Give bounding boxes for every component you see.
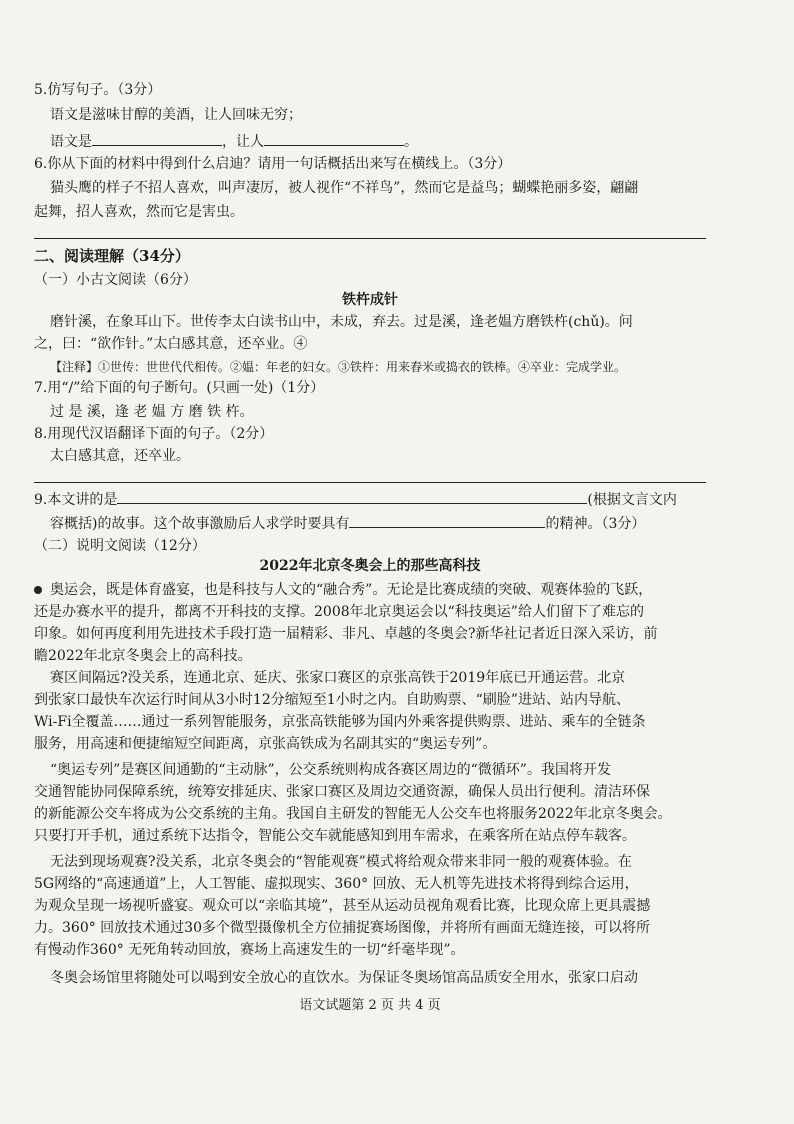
- q8-answer-line[interactable]: [34, 482, 706, 483]
- section2-part2: （二）说明文阅读（12分）: [34, 538, 206, 554]
- q9-part-a: 9.本文讲的是: [34, 492, 118, 508]
- article-p1-line-2: 还是办赛水平的提升，都离不开科技的支撑。2008年北京奥运会以“科技奥运”给人们留下了难忘的: [34, 604, 644, 620]
- q7-sentence: 过 是 溪，逢 老 媪 方 磨 铁 杵。: [50, 404, 254, 420]
- q8-sentence: 太白感其意，还卒业。: [50, 448, 190, 464]
- q6-title: 6.你从下面的材料中得到什么启迪？请用一句话概括出来写在横线上。（3分）: [34, 156, 512, 172]
- article-p4-line-2: 5G网络的“高速通道”上，人工智能、虚拟现实、360° 回放、无人机等先进技术将得到综合运用，: [34, 876, 639, 892]
- passage-line-2: 之，曰：“欲作针。”太白感其意，还卒业。④: [34, 336, 308, 352]
- section2-part1: （一）小古文阅读（6分）: [34, 272, 197, 288]
- article-p3-line-4: 只要打开手机，通过系统下达指令，智能公交车就能感知到用车需求，在乘客所在站点停车载客。: [34, 828, 636, 844]
- q6-material-2: 起舞，招人喜欢，然而它是害虫。: [34, 204, 244, 220]
- q9-line-1: [34, 488, 706, 510]
- margin-mark-icon: [34, 586, 42, 594]
- q5-example: 语文是滋味甘醇的美酒，让人回味无穷；: [50, 107, 302, 123]
- article-p1-line-3: 印象。如何再度利用先进技术手段打造一届精彩、非凡、卓越的冬奥会?新华社记者近日深入采访，前: [34, 626, 658, 642]
- q9-blank-1[interactable]: [117, 488, 587, 504]
- article-p3-line-2: 交通智能协同保障系统，统筹安排延庆、张家口赛区及周边交通资源，确保人员出行便利。清洁环保: [34, 784, 650, 800]
- q7-title: 7.用“/”给下面的句子断句。(只画一处)（1分）: [34, 380, 325, 396]
- article-p1-line-4: 瞻2022年北京冬奥会上的高科技。: [34, 648, 252, 664]
- q9-part-b: (根据文言文内: [587, 492, 677, 508]
- article-p3-line-1: “奥运专列”是赛区间通勤的“主动脉”，公交系统则构成各赛区周边的“微循环”。我国将开发: [50, 762, 611, 778]
- article-p2-line-1: 赛区间隔远?没关系，连通北京、延庆、张家口赛区的京张高铁于2019年底已开通运营。北京: [50, 670, 626, 686]
- q5-fill-a: 语文是: [50, 134, 92, 150]
- q5-blank-1[interactable]: [92, 130, 222, 146]
- q8-title: 8.用现代汉语翻译下面的句子。（2分）: [34, 426, 274, 442]
- page-footer: 语文试题第 2 页 共 4 页: [299, 998, 441, 1013]
- q9-part-c: 容概括)的故事。这个故事激励后人求学时要具有: [50, 516, 350, 532]
- article-p3-line-3: 的新能源公交车将成为公交系统的主角。我国自主研发的智能无人公交车也将服务2022年北京冬奥会。: [34, 806, 672, 822]
- q6-answer-line[interactable]: [34, 238, 706, 239]
- article-p4-line-1: 无法到现场观赛?没关系，北京冬奥会的“智能观赛”模式将给观众带来非同一般的观赛体验。在: [50, 854, 632, 870]
- article-p4-line-3: 为观众呈现一场视听盛宴。观众可以“亲临其境”，甚至从运动员视角观看比赛，比现众席上更具震撼: [34, 898, 651, 914]
- passage-note: 【注释】①世传：世世代代相传。②媪：年老的妇女。③铁杵：用来舂米或捣衣的铁棒。④卒业：完成学业。: [50, 360, 627, 374]
- passage-line-1: 磨针溪，在象耳山下。世传李太白读书山中，未成，弃去。过是溪，逢老媪方磨铁杵(chǔ)。问: [50, 314, 633, 330]
- q5-fill-b: ，让人: [222, 134, 264, 150]
- section2-title: 二、阅读理解（34分）: [34, 247, 190, 265]
- q5-title: 5.仿写句子。（3分）: [34, 82, 162, 98]
- article-p2-line-4: 服务，用高速和便捷缩短空间距离，京张高铁成为名副其实的“奥运专列”。: [34, 736, 497, 752]
- q5-fill-end: 。: [404, 134, 418, 150]
- q6-material-1: 猫头鹰的样子不招人喜欢，叫声凄厉，被人视作“不祥鸟”，然而它是益鸟；蝴蝶艳丽多姿，翩翩: [50, 180, 639, 196]
- q9-part-d: 的精神。（3分）: [545, 516, 646, 532]
- article-title: 2022年北京冬奥会上的那些高科技: [259, 558, 481, 574]
- q9-blank-2[interactable]: [349, 512, 545, 528]
- article-p5-line-1: 冬奥会场馆里将随处可以喝到安全放心的直饮水。为保证冬奥场馆高品质安全用水，张家口启动: [50, 970, 638, 986]
- passage-title: 铁杵成针: [342, 292, 398, 308]
- article-p4-line-5: 有慢动作360° 无死角转动回放，赛场上高速发生的一切“纤毫毕现”。: [34, 942, 465, 958]
- article-p1-line-1: 奥运会，既是体育盛宴，也是科技与人文的“融合秀”。无论是比赛成绩的突破、观赛体验的飞跃，: [34, 580, 706, 600]
- q5-blank-2[interactable]: [264, 130, 404, 146]
- q5-fill-line: [50, 130, 706, 152]
- article-p2-line-2: 到张家口最快车次运行时间从3小时12分缩短至1小时之内。自助购票、“刷脸”进站、站内导航、: [34, 692, 630, 708]
- article-p2-line-3: Wi-Fi全覆盖……通过一系列智能服务，京张高铁能够为国内外乘客提供购票、进站、乘车的全链条: [34, 714, 646, 730]
- article-p4-line-4: 力。360° 回放技术通过30多个微型摄像机全方位捕捉赛场图像，并将所有画面无缝连接，可以将所: [34, 920, 650, 936]
- q9-line-2: [50, 512, 706, 534]
